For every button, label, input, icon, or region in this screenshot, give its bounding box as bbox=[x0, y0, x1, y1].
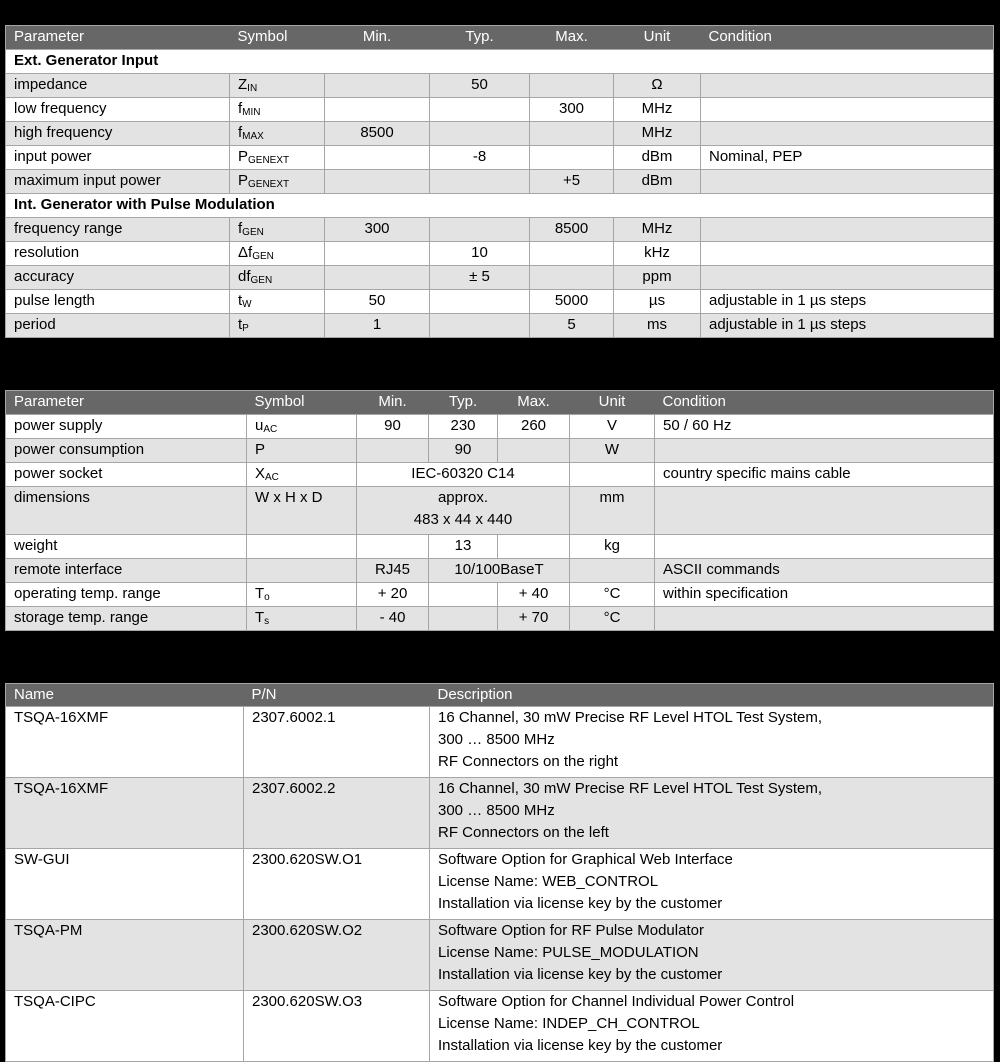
table-header bbox=[6, 391, 994, 415]
table-cell bbox=[530, 146, 614, 170]
section-row bbox=[6, 194, 994, 218]
table-cell bbox=[701, 266, 994, 290]
subscript: MIN bbox=[242, 107, 261, 118]
section-header-cell: Int. Generator with Pulse Modulation bbox=[6, 194, 994, 218]
table-cell: MHz bbox=[614, 122, 701, 146]
table-cell: dBm bbox=[614, 170, 701, 194]
table-row bbox=[6, 849, 994, 920]
table-cell: -8 bbox=[430, 146, 530, 170]
table-cell: Software Option for Graphical Web Interface License Name: WEB_CONTROL Installation via license key by the customer bbox=[430, 849, 994, 920]
table-cell: 90 bbox=[429, 439, 498, 463]
table-cell bbox=[701, 242, 994, 266]
column-header: Condition bbox=[655, 391, 994, 415]
table-cell: period bbox=[6, 314, 230, 338]
table-cell: mm bbox=[570, 487, 655, 535]
table-cell: $P_{GENEXT}$ bbox=[230, 146, 325, 170]
table-cell: $T_o$ bbox=[247, 583, 357, 607]
table-cell: 8500 bbox=[325, 122, 430, 146]
table-body bbox=[6, 707, 994, 1062]
generator-spec-table-container bbox=[5, 25, 993, 338]
table-row bbox=[6, 559, 994, 583]
table-cell: $f_{GEN}$ bbox=[230, 218, 325, 242]
table-cell: °C bbox=[570, 583, 655, 607]
table-cell bbox=[701, 122, 994, 146]
table-cell: 1 bbox=[325, 314, 430, 338]
table-cell: Software Option for RF Pulse Modulator License Name: PULSE_MODULATION Installation via license key by the customer bbox=[430, 920, 994, 991]
redacted-section-bar bbox=[0, 338, 1000, 390]
table-cell: $Z_{IN}$ bbox=[230, 74, 325, 98]
header-row bbox=[6, 684, 994, 707]
column-header: Min. bbox=[357, 391, 429, 415]
table-cell: $u_{AC}$ bbox=[247, 415, 357, 439]
column-header: P/N bbox=[244, 684, 430, 707]
table-cell: ± 5 bbox=[430, 266, 530, 290]
table-cell: pulse length bbox=[6, 290, 230, 314]
subscript: W bbox=[242, 299, 252, 310]
column-header: Symbol bbox=[247, 391, 357, 415]
table-cell bbox=[429, 607, 498, 631]
table-row bbox=[6, 607, 994, 631]
table-row bbox=[6, 314, 994, 338]
table-row bbox=[6, 98, 994, 122]
subscript: P bbox=[242, 323, 249, 334]
table-cell: impedance bbox=[6, 74, 230, 98]
table-cell: 2300.620SW.O1 bbox=[244, 849, 430, 920]
table-cell: Nominal, PEP bbox=[701, 146, 994, 170]
table-cell: $T_s$ bbox=[247, 607, 357, 631]
table-row bbox=[6, 535, 994, 559]
table-cell bbox=[530, 74, 614, 98]
table-cell bbox=[530, 122, 614, 146]
table-cell: low frequency bbox=[6, 98, 230, 122]
table-row bbox=[6, 778, 994, 849]
section-row bbox=[6, 50, 994, 74]
column-header: Typ. bbox=[429, 391, 498, 415]
table-cell: kg bbox=[570, 535, 655, 559]
table-cell: °C bbox=[570, 607, 655, 631]
table-cell: TSQA-CIPC bbox=[6, 991, 244, 1062]
table-cell: 5 bbox=[530, 314, 614, 338]
table-cell: $df_{GEN}$ bbox=[230, 266, 325, 290]
table-cell: resolution bbox=[6, 242, 230, 266]
table-cell: accuracy bbox=[6, 266, 230, 290]
column-header: Condition bbox=[701, 26, 994, 50]
column-header: Parameter bbox=[6, 391, 247, 415]
table-header bbox=[6, 26, 994, 50]
table-cell: 16 Channel, 30 mW Precise RF Level HTOL Test System, 300 … 8500 MHz RF Connectors on the left bbox=[430, 778, 994, 849]
table-cell bbox=[701, 218, 994, 242]
header-row bbox=[6, 391, 994, 415]
table-cell: 13 bbox=[429, 535, 498, 559]
table-cell: $f_{MIN}$ bbox=[230, 98, 325, 122]
table-cell bbox=[429, 583, 498, 607]
table-row bbox=[6, 583, 994, 607]
table-cell: 260 bbox=[498, 415, 570, 439]
table-cell bbox=[530, 242, 614, 266]
subscript: GENEXT bbox=[248, 155, 290, 166]
table-cell: 16 Channel, 30 mW Precise RF Level HTOL Test System, 300 … 8500 MHz RF Connectors on the right bbox=[430, 707, 994, 778]
subscript: AC bbox=[265, 472, 279, 483]
column-header: Unit bbox=[570, 391, 655, 415]
table-row bbox=[6, 266, 994, 290]
subscript: GENEXT bbox=[248, 179, 290, 190]
table-cell: Ω bbox=[614, 74, 701, 98]
column-header: Name bbox=[6, 684, 244, 707]
column-header: Unit bbox=[614, 26, 701, 50]
table-cell bbox=[498, 439, 570, 463]
table-cell: + 70 bbox=[498, 607, 570, 631]
section-header-cell: Ext. Generator Input bbox=[6, 50, 994, 74]
table-cell: $t_P$ bbox=[230, 314, 325, 338]
table-row bbox=[6, 707, 994, 778]
table-cell: $P_{GENEXT}$ bbox=[230, 170, 325, 194]
table-cell: power consumption bbox=[6, 439, 247, 463]
table-cell: W bbox=[570, 439, 655, 463]
table-cell: remote interface bbox=[6, 559, 247, 583]
table-body bbox=[6, 50, 994, 338]
column-header: Min. bbox=[325, 26, 430, 50]
table-cell bbox=[655, 607, 994, 631]
table-cell: 90 bbox=[357, 415, 429, 439]
table-row bbox=[6, 122, 994, 146]
table-cell: 2307.6002.1 bbox=[244, 707, 430, 778]
table-cell: high frequency bbox=[6, 122, 230, 146]
table-cell bbox=[430, 98, 530, 122]
table-cell bbox=[655, 535, 994, 559]
generator-spec-table bbox=[5, 25, 994, 338]
table-cell: adjustable in 1 µs steps bbox=[701, 290, 994, 314]
table-cell: + 20 bbox=[357, 583, 429, 607]
table-cell: 230 bbox=[429, 415, 498, 439]
table-cell: maximum input power bbox=[6, 170, 230, 194]
table-cell: ms bbox=[614, 314, 701, 338]
table-cell: SW-GUI bbox=[6, 849, 244, 920]
table-cell: operating temp. range bbox=[6, 583, 247, 607]
table-cell: TSQA-16XMF bbox=[6, 707, 244, 778]
table-cell bbox=[325, 146, 430, 170]
table-row bbox=[6, 991, 994, 1062]
table-row bbox=[6, 290, 994, 314]
table-cell: IEC-60320 C14 bbox=[357, 463, 570, 487]
redacted-header-bar bbox=[0, 0, 1000, 25]
column-header: Symbol bbox=[230, 26, 325, 50]
table-row bbox=[6, 146, 994, 170]
table-cell: approx. 483 x 44 x 440 bbox=[357, 487, 570, 535]
table-cell: 50 / 60 Hz bbox=[655, 415, 994, 439]
table-cell: 8500 bbox=[530, 218, 614, 242]
subscript: o bbox=[264, 592, 270, 603]
table-cell: weight bbox=[6, 535, 247, 559]
table-cell: power socket bbox=[6, 463, 247, 487]
table-cell: +5 bbox=[530, 170, 614, 194]
table-cell: V bbox=[570, 415, 655, 439]
table-cell: - 40 bbox=[357, 607, 429, 631]
subscript: MAX bbox=[242, 131, 264, 142]
table-cell bbox=[655, 487, 994, 535]
table-row bbox=[6, 487, 994, 535]
table-cell: dBm bbox=[614, 146, 701, 170]
table-cell bbox=[570, 463, 655, 487]
table-cell bbox=[430, 122, 530, 146]
table-header bbox=[6, 684, 994, 707]
table-cell: 50 bbox=[430, 74, 530, 98]
subscript: AC bbox=[263, 424, 278, 435]
table-cell: 300 bbox=[325, 218, 430, 242]
header-row bbox=[6, 26, 994, 50]
column-header: Max. bbox=[530, 26, 614, 50]
table-row bbox=[6, 463, 994, 487]
table-cell bbox=[247, 535, 357, 559]
table-cell: 2300.620SW.O3 bbox=[244, 991, 430, 1062]
table-row bbox=[6, 170, 994, 194]
table-cell: $X_{AC}$ bbox=[247, 463, 357, 487]
table-cell: W x H x D bbox=[247, 487, 357, 535]
table-cell: country specific mains cable bbox=[655, 463, 994, 487]
table-cell: ppm bbox=[614, 266, 701, 290]
table-row bbox=[6, 74, 994, 98]
table-cell: 50 bbox=[325, 290, 430, 314]
table-cell bbox=[357, 439, 429, 463]
table-cell bbox=[701, 98, 994, 122]
table-cell: 5000 bbox=[530, 290, 614, 314]
table-cell bbox=[430, 290, 530, 314]
column-header: Description bbox=[430, 684, 994, 707]
table-cell: P bbox=[247, 439, 357, 463]
table-cell bbox=[430, 218, 530, 242]
ordering-info-table bbox=[5, 683, 994, 1062]
table-cell: RJ45 bbox=[357, 559, 429, 583]
table-cell: $t_W$ bbox=[230, 290, 325, 314]
table-cell: input power bbox=[6, 146, 230, 170]
general-data-table-container bbox=[5, 390, 993, 631]
table-cell: MHz bbox=[614, 218, 701, 242]
subscript: s bbox=[264, 616, 270, 627]
table-body bbox=[6, 415, 994, 631]
column-header: Parameter bbox=[6, 26, 230, 50]
table-cell bbox=[701, 74, 994, 98]
table-cell bbox=[325, 242, 430, 266]
table-cell bbox=[325, 74, 430, 98]
table-cell bbox=[247, 559, 357, 583]
table-row bbox=[6, 218, 994, 242]
table-cell bbox=[655, 439, 994, 463]
table-cell: $\Delta f_{GEN}$ bbox=[230, 242, 325, 266]
table-cell: + 40 bbox=[498, 583, 570, 607]
table-cell: $f_{MAX}$ bbox=[230, 122, 325, 146]
table-cell: MHz bbox=[614, 98, 701, 122]
table-cell: 300 bbox=[530, 98, 614, 122]
table-cell bbox=[570, 559, 655, 583]
table-cell: dimensions bbox=[6, 487, 247, 535]
table-cell bbox=[325, 98, 430, 122]
subscript: GEN bbox=[242, 227, 264, 238]
table-cell bbox=[357, 535, 429, 559]
table-row bbox=[6, 439, 994, 463]
table-cell: 10/100BaseT bbox=[429, 559, 570, 583]
general-data-table bbox=[5, 390, 994, 631]
table-cell: µs bbox=[614, 290, 701, 314]
column-header: Max. bbox=[498, 391, 570, 415]
table-cell: within specification bbox=[655, 583, 994, 607]
table-cell: storage temp. range bbox=[6, 607, 247, 631]
redacted-section-bar bbox=[0, 630, 1000, 683]
table-cell: frequency range bbox=[6, 218, 230, 242]
table-cell bbox=[530, 266, 614, 290]
table-cell bbox=[498, 535, 570, 559]
subscript: IN bbox=[247, 83, 258, 94]
table-cell: ASCII commands bbox=[655, 559, 994, 583]
table-cell bbox=[701, 170, 994, 194]
ordering-info-table-container bbox=[5, 683, 993, 1062]
table-cell bbox=[325, 266, 430, 290]
table-cell bbox=[325, 170, 430, 194]
table-cell: power supply bbox=[6, 415, 247, 439]
column-header: Typ. bbox=[430, 26, 530, 50]
table-cell: adjustable in 1 µs steps bbox=[701, 314, 994, 338]
table-row bbox=[6, 920, 994, 991]
table-cell: TSQA-PM bbox=[6, 920, 244, 991]
table-cell: Software Option for Channel Individual Power Control License Name: INDEP_CH_CONTROL Installation via license key by the customer bbox=[430, 991, 994, 1062]
table-cell: TSQA-16XMF bbox=[6, 778, 244, 849]
table-cell: 2300.620SW.O2 bbox=[244, 920, 430, 991]
table-cell bbox=[430, 170, 530, 194]
table-cell: kHz bbox=[614, 242, 701, 266]
table-row bbox=[6, 242, 994, 266]
subscript: GEN bbox=[250, 275, 273, 286]
table-cell bbox=[430, 314, 530, 338]
table-row bbox=[6, 415, 994, 439]
table-cell: 2307.6002.2 bbox=[244, 778, 430, 849]
table-cell: 10 bbox=[430, 242, 530, 266]
subscript: GEN bbox=[252, 251, 274, 262]
